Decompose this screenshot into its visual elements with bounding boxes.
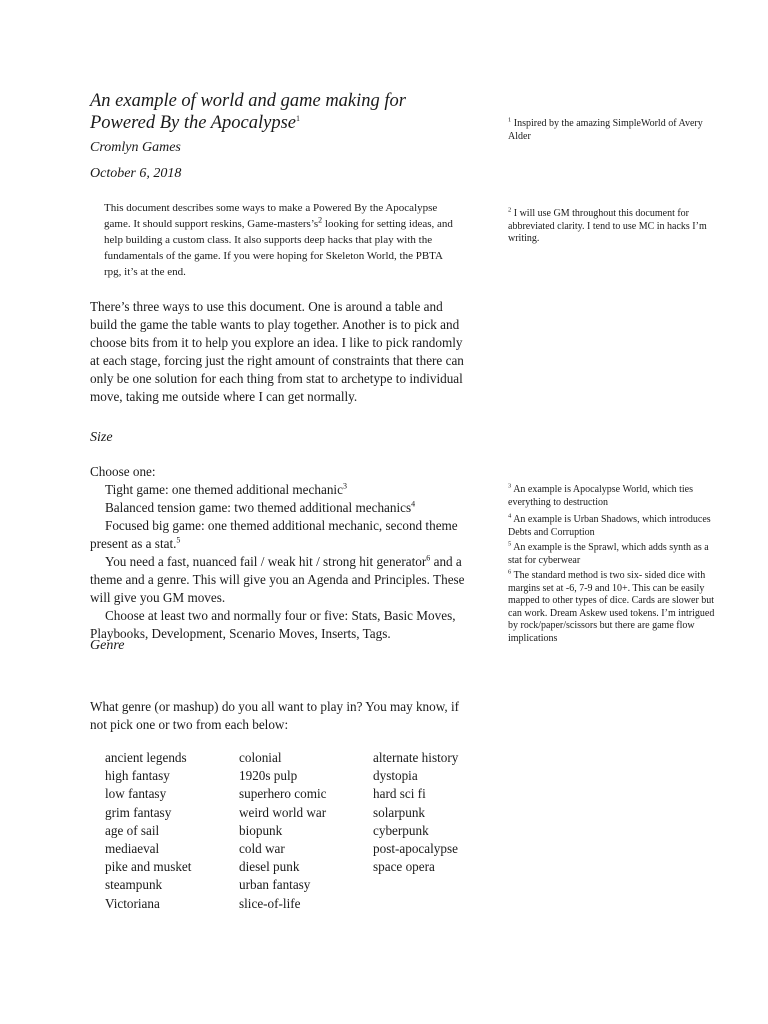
sidenote: $^2$ I will use GM throughout this document for abbreviated clarity. I tend to use MC in hacks I’m writing. [508, 206, 707, 244]
footnote-mark: 6 [426, 553, 431, 563]
sidenote: $^1$ Inspired by the amazing SimpleWorld of Avery Alder [508, 116, 703, 142]
footnote-mark: 3 [342, 481, 347, 491]
list-item: cyberpunk [373, 822, 429, 838]
size-choose: Choose one: [90, 464, 156, 479]
list-item: Victoriana [105, 895, 160, 911]
list-item: alternate history [373, 750, 459, 765]
size-option: Tight game: one themed additional mechanic$^3$ [105, 481, 347, 497]
list-item: slice-of-life [239, 895, 301, 911]
sidenote: $^4$ An example is Urban Shadows, which introduces Debts and Corruption [508, 512, 711, 538]
section-heading-size: Size [90, 430, 113, 445]
list-item: hard sci fi [373, 786, 426, 802]
author: Cromlyn Games [90, 140, 181, 155]
list-item: superhero comic [239, 786, 327, 802]
intro-paragraph: There’s three ways to use this document. One is around a table and build the game the table wants to play together. Another is to pick and choose bits from it to help you explore an idea. I like to pick randomly at each stage, forcing just the right amount of constraints that there can only be one solution for each thing from stat to archetype to individual move, taking me outside where I can get normally. [90, 299, 464, 404]
list-item: colonial [239, 750, 282, 765]
sidenote: $^3$ An example is Apocalypse World, which ties everything to destruction [508, 482, 694, 508]
genre-list [105, 749, 503, 913]
sidenote: $^6$ The standard method is two six- sided dice with margins set at -6, 7-9 and 10+. This can be easily mapped to other types of dice. Cards are slower but can work. Dream Askew used tokens. I’m intrigued by rock/paper/scissors but there are game flow implications [508, 568, 715, 644]
list-item: ancient legends [105, 750, 187, 765]
size-section [90, 463, 470, 643]
size-option: Focused big game: one themed additional mechanic, second theme present as a stat.$^5$ [90, 518, 458, 551]
stats-paragraph: Choose at least two and normally four or five: Stats, Basic Moves, Playbooks, Development, Scenario Moves, Inserts, Tags. [90, 608, 456, 641]
footnote-mark: 2 [318, 215, 323, 225]
genre-column [105, 749, 239, 913]
list-item: steampunk [105, 877, 163, 893]
list-item: biopunk [239, 822, 283, 838]
list-item: urban fantasy [239, 877, 311, 893]
list-item: weird world war [239, 804, 327, 820]
abstract: This document describes some ways to make a Powered By the Apocalypse game. It should support reskins, Game-$masters’s^2$ looking for setting ideas, and help building a custom class. It also supports deep hacks that play with the fundamentals of the game. If you were hoping for Skeleton World, the PBTA rpg, it’s at the end. [104, 202, 453, 278]
size-option: Balanced tension game: two themed additional mechanics$^4$ [105, 499, 416, 515]
list-item: low fantasy [105, 786, 167, 802]
list-item: post-apocalypse [373, 841, 458, 857]
list-item: age of sail [105, 822, 160, 838]
list-item: 1920s pulp [239, 768, 298, 784]
list-item: grim fantasy [105, 804, 172, 820]
list-item: cold war [239, 841, 285, 857]
footnote-mark: 5 [176, 535, 181, 545]
list-item: dystopia [373, 768, 418, 784]
list-item: mediaeval [105, 841, 160, 857]
section-heading-genre: Genre [90, 638, 125, 653]
page-title: An example of world and game making for Powered By the Apocalypse$^1$ [90, 91, 406, 133]
sidenote: $^5$ An example is the Sprawl, which adds synth as a stat for cyberwear [508, 540, 709, 566]
genre-column [373, 749, 503, 913]
generator-paragraph: You need a fast, nuanced fail / weak hit / strong hit generator$^6$ and a theme and a genre. This will give you an Agenda and Principles. These will give you GM moves. [90, 553, 465, 605]
list-item: space opera [373, 859, 435, 875]
list-item: diesel punk [239, 859, 300, 875]
date: October 6, 2018 [90, 166, 182, 181]
genre-column [239, 749, 373, 913]
footnote-mark: 4 [411, 499, 416, 509]
list-item: pike and musket [105, 859, 192, 875]
genre-intro: What genre (or mashup) do you all want to play in? You may know, if not pick one or two from each below: [90, 699, 460, 732]
list-item: high fantasy [105, 768, 170, 784]
main-column [90, 90, 470, 406]
footnote-mark: 1 [296, 113, 301, 123]
list-item: solarpunk [373, 804, 426, 820]
